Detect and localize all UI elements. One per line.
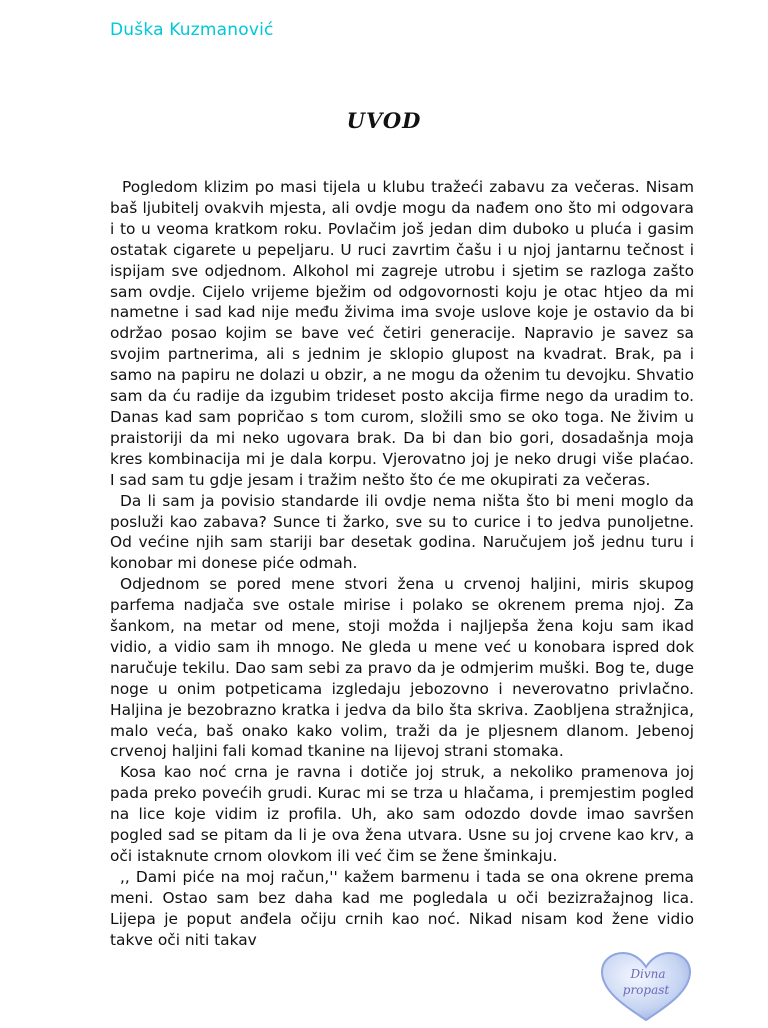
author-name: Duška Kuzmanović [110, 20, 274, 40]
heart-icon [598, 950, 694, 1024]
chapter-title: UVOD [346, 108, 422, 133]
paragraph-3: Odjednom se pored mene stvori žena u crvenoj haljini, miris skupog parfema nadjača sve ostale mirise i polako se okrenem prema njoj. Za šankom, na metar od mene, stoji možda i najljepša žena koju sam ikad vidio, a vidio sam ih mnogo. Ne gleda u mene već u konobara ispred dok naručuje tekilu. Dao sam sebi za pravo da je odmjerim muški. Bog te, duge noge u onim potpeticama izgledaju jebozovno i neverovatno privlačno. Haljina je bezobrazno kratka i jedva da bilo šta skriva. Zaobljena stražnjica, malo veća, baš onako kako volim, traži da je pljesnem dlanom. Jebenoj crvenoj haljini fali komad tkanine na lijevoj strani stomaka. [110, 575, 694, 761]
logo-text-line2: propast [622, 983, 670, 997]
paragraph-1: Pogledom klizim po masi tijela u klubu tražeći zabavu za večeras. Nisam baš ljubitelj ovakvih mjesta, ali ovdje mogu da nađem ono što mi odgovara i to u veoma kratkom roku. Povlačim još jedan dim duboko u pluća i gasim ostatak cigarete u pepeljaru. U ruci zavrtim čašu i u njoj jantarnu tečnost i ispijam sve odjednom. Alkohol mi zagreje utrobu i sjetim se razloga zašto sam ovdje. Cijelo vrijeme bježim od odgovornosti koju je otac htjeo da mi nametne i sad kad nije među živima ima svoje uslove koje je ostavio da bi održao posao kojim se bave već četiri generacije. Napravio je savez sa svojim partnerima, ali s jednim je sklopio glupost na kvadrat. Brak, pa i samo na papiru ne dolazi u obzir, a ne mogu da oženim tu devojku. Shvatio sam da ću radije da izgubim trideset posto akcija firme nego da uradim to. Danas kad sam popričao s tom curom, složili smo se oko toga. Ne živim u praistoriji da mi neko ugovara brak. Da bi dan bio gori, dosadašnja moja kres kombinacija mi je dala korpu. Vjerovatno joj je neko drugi više plaćao. I sad sam tu gdje jesam i tražim nešto što će me okupirati za večeras. [110, 178, 694, 489]
chapter-body [110, 177, 694, 951]
book-logo [598, 950, 694, 1024]
paragraph-2: Da li sam ja povisio standarde ili ovdje nema ništa što bi meni moglo da posluži kao zabava? Sunce ti žarko, sve su to curice i to jedva punoljetne. Od većine njih sam stariji bar desetak godina. Naručujem još jednu turu i konobar mi donese piće odmah. [110, 491, 694, 573]
paragraph-4: Kosa kao noć crna je ravna i dotiče joj struk, a nekoliko pramenova joj pada preko povećih grudi. Kurac mi se trza u hlačama, i premjestim pogled na lice koje vidim iz profila. Uh, ako sam odozdo dovde imao savršen pogled sad se pitam da li je ova žena utvara. Usne su joj crvene kao krv, a oči istaknute crnom olovkom ili već čim se žene šminkaju. [110, 763, 694, 865]
paragraph-5: ,, Dami piće na moj račun,'' kažem barmenu i tada se ona okrene prema meni. Ostao sam bez daha kad me pogledala u oči bezizražajnog lica. Lijepa je poput anđela očiju crnih kao noć. Nikad nisam kod žene vidio takve oči niti takav [110, 867, 694, 949]
logo-text-line1: Divna [630, 967, 666, 981]
